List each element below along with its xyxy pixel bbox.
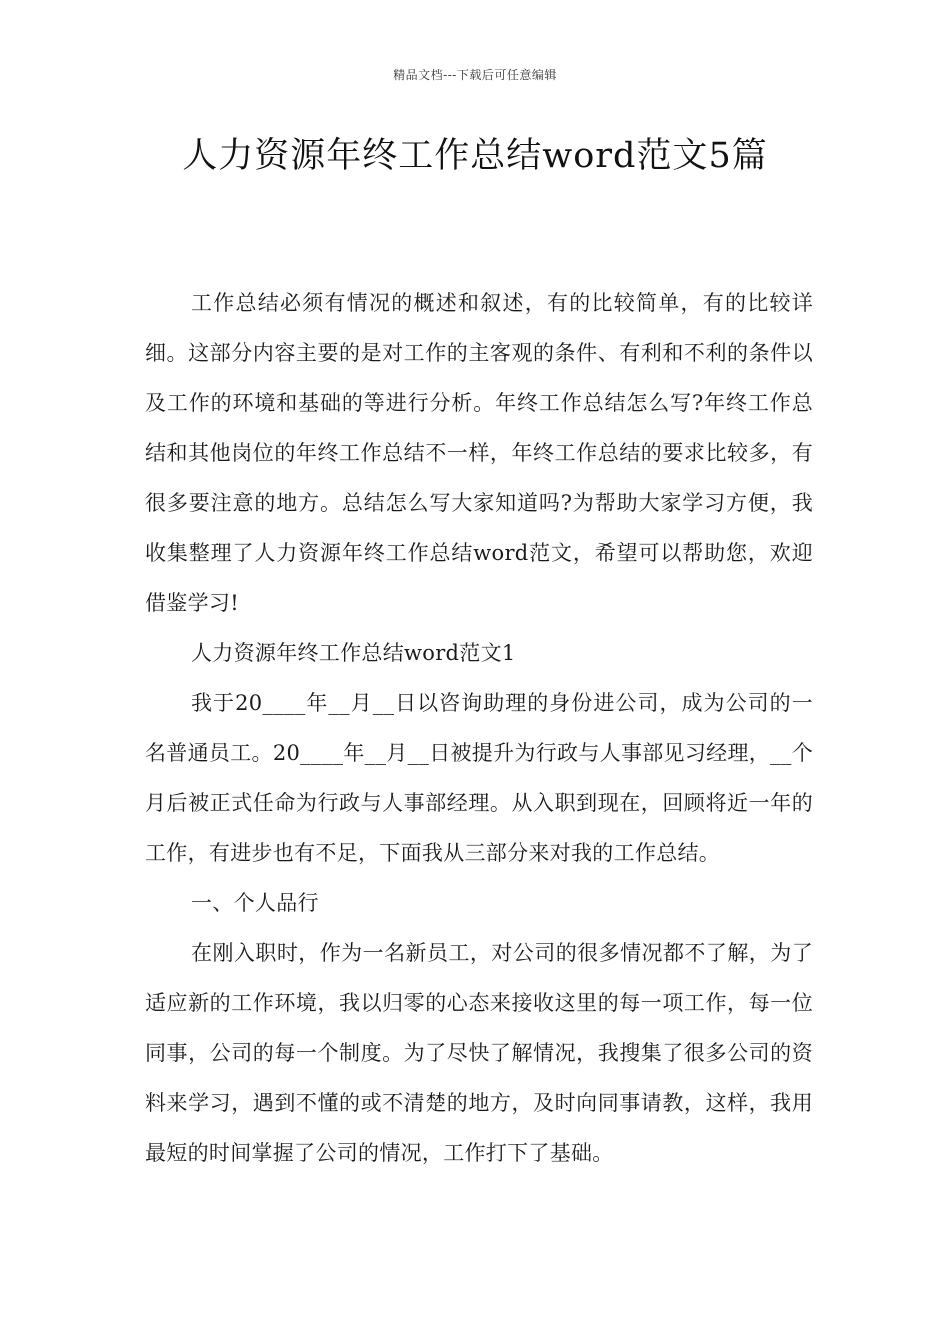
- subsection-heading: 一、个人品行: [191, 891, 319, 915]
- intro-paragraph: 工作总结必须有情况的概述和叙述，有的比较简单，有的比较详细。这部分内容主要的是对工作的主客观的条件、有利和不利的条件以及工作的环境和基础的等进行分析。年终工作总结怎么写?年终工作总结和其他岗位的年终工作总结不一样，年终工作总结的要求比较多，有很多要注意的地方。总结怎么写大家知道吗?为帮助大家学习方便，我收集整理了人力资源年终工作总结word范文，希望可以帮助您，欢迎借鉴学习!: [145, 291, 813, 615]
- document-title: 人力资源年终工作总结word范文5篇: [182, 136, 768, 176]
- document-body: [145, 278, 813, 1178]
- header-note: 精品文档---下载后可任意编辑: [393, 68, 557, 82]
- body-paragraph: 在刚入职时，作为一名新员工，对公司的很多情况都不了解，为了适应新的工作环境，我以归零的心态来接收这里的每一项工作，每一位同事，公司的每一个制度。为了尽快了解情况，我搜集了很多公司的资料来学习，遇到不懂的或不清楚的地方，及时向同事请教，这样，我用最短的时间掌握了公司的情况，工作打下了基础。: [145, 941, 813, 1165]
- body-paragraph: 我于20____年__月__日以咨询助理的身份进公司，成为公司的一名普通员工。20____年__月__日被提升为行政与人事部见习经理，__个月后被正式任命为行政与人事部经理。从入职到现在，回顾将近一年的工作，有进步也有不足，下面我从三部分来对我的工作总结。: [145, 691, 813, 865]
- section-heading: 人力资源年终工作总结word范文1: [191, 641, 516, 665]
